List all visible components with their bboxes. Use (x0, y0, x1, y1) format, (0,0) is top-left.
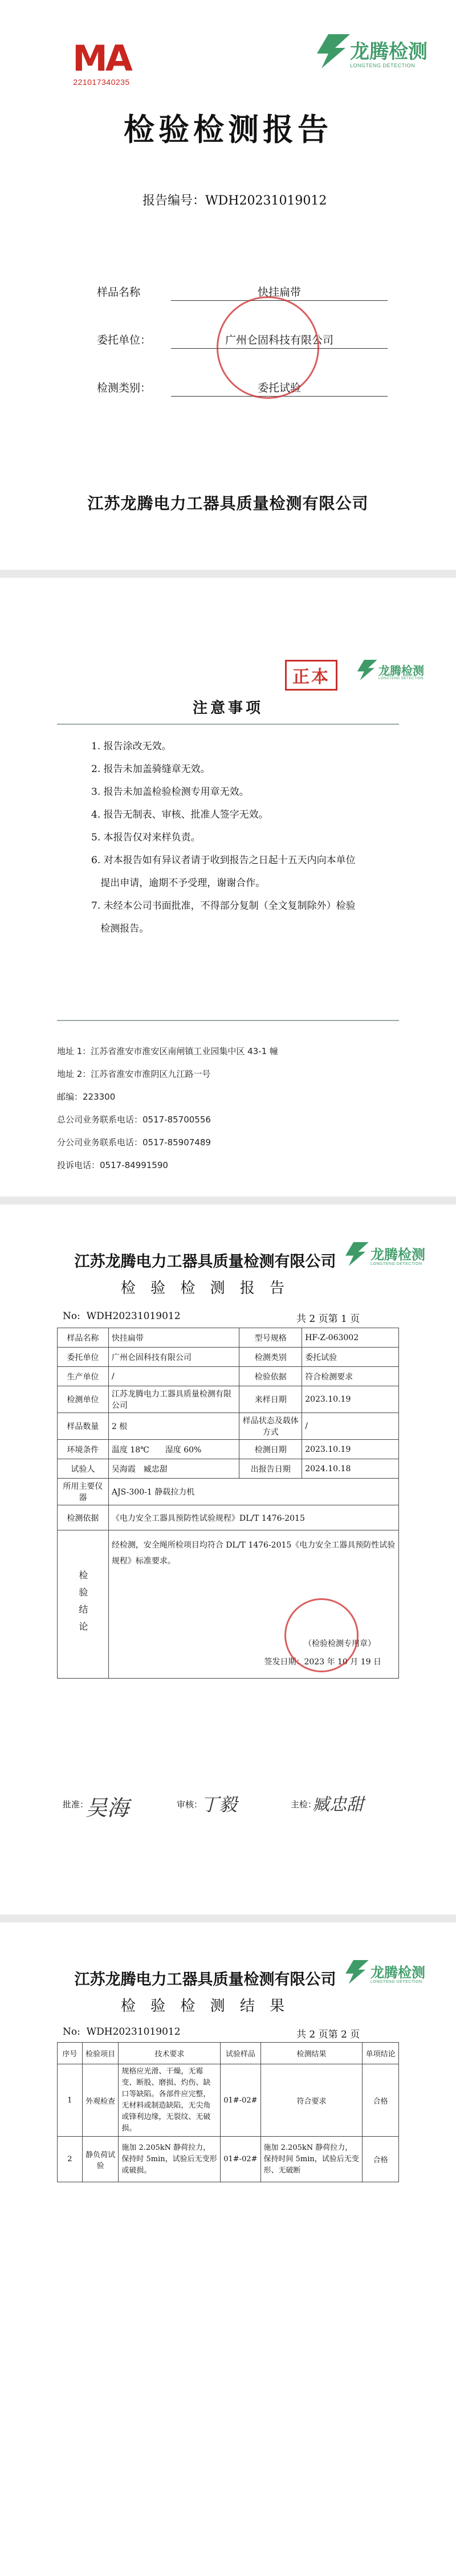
lightning-icon (312, 34, 352, 68)
client-value: 广州仑固科技有限公司 (171, 332, 388, 349)
notice-title: 注意事项 (192, 700, 263, 717)
contact-block (57, 1040, 278, 1177)
brand-subtitle: LONGTENG DETECTION (370, 1262, 422, 1266)
lightning-icon (342, 1960, 370, 1984)
approve-label: 批准： (63, 1799, 89, 1810)
cma-number: 221017340235 (73, 77, 130, 87)
cma-letters: MA (72, 38, 131, 79)
seal-caption: （检验检测专用章） (304, 1639, 376, 1648)
page-separator (0, 1914, 456, 1922)
table-row: 所用主要仪器 AJS-300-1 静载拉力机 (58, 1479, 399, 1505)
summary-pages: 共 2 页第 1 页 (296, 1313, 360, 1325)
report-number: 报告编号：WDH20231019012 (142, 194, 327, 208)
notice-item: 3. 报告未加盖检验检测专用章无效。 (91, 786, 249, 798)
test-category-label: 检测类别： (97, 382, 152, 394)
client-label: 委托单位： (97, 334, 152, 346)
notice-item: 1. 报告涂改无效。 (91, 741, 172, 752)
sign-date: 签发日期：2023 年 10 月 19 日 (264, 1658, 381, 1667)
brand-name: 龙腾检测 (378, 664, 424, 677)
brand-subtitle: LONGTENG DETECTION (350, 63, 416, 68)
results-pages: 共 2 页第 2 页 (296, 2029, 360, 2040)
brand-subtitle: LONGTENG DETECTION (378, 677, 424, 680)
table-row: 样品数量 2 根 样品状态及载体方式 / (58, 1413, 399, 1440)
brand-logo (342, 1960, 425, 1984)
cover-title: 检验检测报告 (124, 112, 332, 148)
conclusion-text: 经检测，安全绳所检项目均符合 DL/T 1476-2015《电力安全工器具预防性试验规程》标准要求。 (111, 1541, 396, 1566)
summary-table (57, 1328, 399, 1679)
brand-name: 龙腾检测 (370, 1965, 425, 1981)
table-row: 检验结论 经检测，安全绳所检项目均符合 DL/T 1476-2015《电力安全工器具预防性试验规程》标准要求。 （检验检测专用章） 签发日期：2023 年 10 月 19 日 (58, 1530, 399, 1679)
brand-logo (342, 1242, 425, 1266)
summary-number: No: WDH20231019012 (63, 1311, 181, 1322)
notice-item: 检测报告。 (91, 923, 149, 934)
divider (57, 1020, 399, 1021)
brand-logo (355, 660, 424, 680)
red-seal (217, 296, 319, 399)
cover-page (0, 0, 456, 570)
table-row: 2 静负荷试验 施加 2.205kN 静荷拉力，保持时 5min，试验后无变形或破损。 01#-02# 施加 2.205kN 静荷拉力，保持时间 5min，试验后无变形、无破断 合格 (58, 2137, 399, 2182)
page-separator (0, 1197, 456, 1205)
postcode: 邮编：223300 (57, 1092, 116, 1102)
results-number: No: WDH20231019012 (63, 2026, 181, 2038)
main-tester-signature: 臧忠甜 (312, 1795, 364, 1815)
table-row: 样品名称 快挂扁带 型号规格 HF-Z-063002 (58, 1328, 399, 1348)
hq-phone: 总公司业务联系电话：0517-85700556 (57, 1115, 211, 1125)
approve-signature: 吴海 (85, 1795, 129, 1820)
page-separator (0, 570, 456, 578)
summary-company: 江苏龙腾电力工器具质量检测有限公司 (74, 1253, 336, 1271)
red-seal (284, 1598, 359, 1672)
notice-item: 5. 本报告仅对来样负责。 (91, 832, 201, 843)
table-row: 检测单位 江苏龙腾电力工器具质量检测有限公司 来样日期 2023.10.19 (58, 1386, 399, 1413)
cover-company: 江苏龙腾电力工器具质量检测有限公司 (87, 494, 369, 513)
results-page (0, 1922, 456, 2576)
branch-phone: 分公司业务联系电话：0517-85907489 (57, 1137, 211, 1148)
main-tester-label: 主检： (291, 1799, 317, 1810)
results-company: 江苏龙腾电力工器具质量检测有限公司 (74, 1971, 336, 1989)
notice-item: 7. 未经本公司书面批准，不得部分复制（全文复制除外）检验 (91, 900, 356, 912)
divider (57, 724, 399, 725)
address-1: 地址 1：江苏省淮安市淮安区南闸镇工业园集中区 43-1 幢 (57, 1046, 278, 1056)
results-table (57, 2042, 399, 2182)
review-signature: 丁毅 (201, 1794, 238, 1815)
sample-name-label: 样品名称 (97, 286, 141, 299)
sample-name-value: 快挂扁带 (171, 284, 388, 301)
lightning-icon (355, 660, 378, 680)
review-label: 审核： (177, 1799, 203, 1810)
notice-list (91, 735, 388, 940)
notice-item: 2. 报告未加盖骑缝章无效。 (91, 764, 210, 775)
complaint-phone: 投诉电话：0517-84991590 (57, 1160, 168, 1170)
table-row: 委托单位 广州仑固科技有限公司 检测类别 委托试验 (58, 1348, 399, 1367)
original-stamp: 正本 (285, 660, 337, 691)
table-row: 1 外观检查 规格应光滑、干燥，无霉变、断股、磨损、灼伤、缺口等缺陷。各部件应完整，无材料或制造缺陷，无尖角或锋利边缘，无裂纹、无破损。 01#-02# 符合要求 合格 (58, 2064, 399, 2137)
notice-item: 4. 报告无制表、审核、批准人签字无效。 (91, 809, 268, 820)
table-row: 检测依据 《电力安全工器具预防性试验规程》DL/T 1476-2015 (58, 1505, 399, 1530)
cma-logo (67, 40, 136, 87)
brand-subtitle: LONGTENG DETECTION (370, 1980, 422, 1984)
results-subtitle: 检 验 检 测 结 果 (120, 1998, 290, 2015)
table-row: 试验人 吴海霞 臧忠甜 出报告日期 2024.10.18 (58, 1459, 399, 1479)
brand-name: 龙腾检测 (370, 1247, 425, 1263)
brand-name: 龙腾检测 (350, 40, 427, 63)
lightning-icon (342, 1242, 370, 1266)
summary-subtitle: 检 验 检 测 报 告 (120, 1280, 290, 1297)
table-row: 生产单位 / 检验依据 符合检测要求 (58, 1367, 399, 1386)
notice-item: 提出申请，逾期不予受理，谢谢合作。 (91, 877, 266, 889)
brand-logo (312, 34, 427, 68)
address-2: 地址 2：江苏省淮安市淮阴区九江路一号 (57, 1069, 211, 1079)
test-category-value: 委托试验 (171, 379, 388, 397)
notice-item: 6. 对本报告如有异议者请于收到报告之日起十五天内向本单位 (91, 855, 356, 866)
table-header-row: 序号 检验项目 技术要求 试验样品 检测结果 单项结论 (58, 2043, 399, 2064)
table-row: 环境条件 温度 18℃ 湿度 60% 检测日期 2023.10.19 (58, 1440, 399, 1459)
